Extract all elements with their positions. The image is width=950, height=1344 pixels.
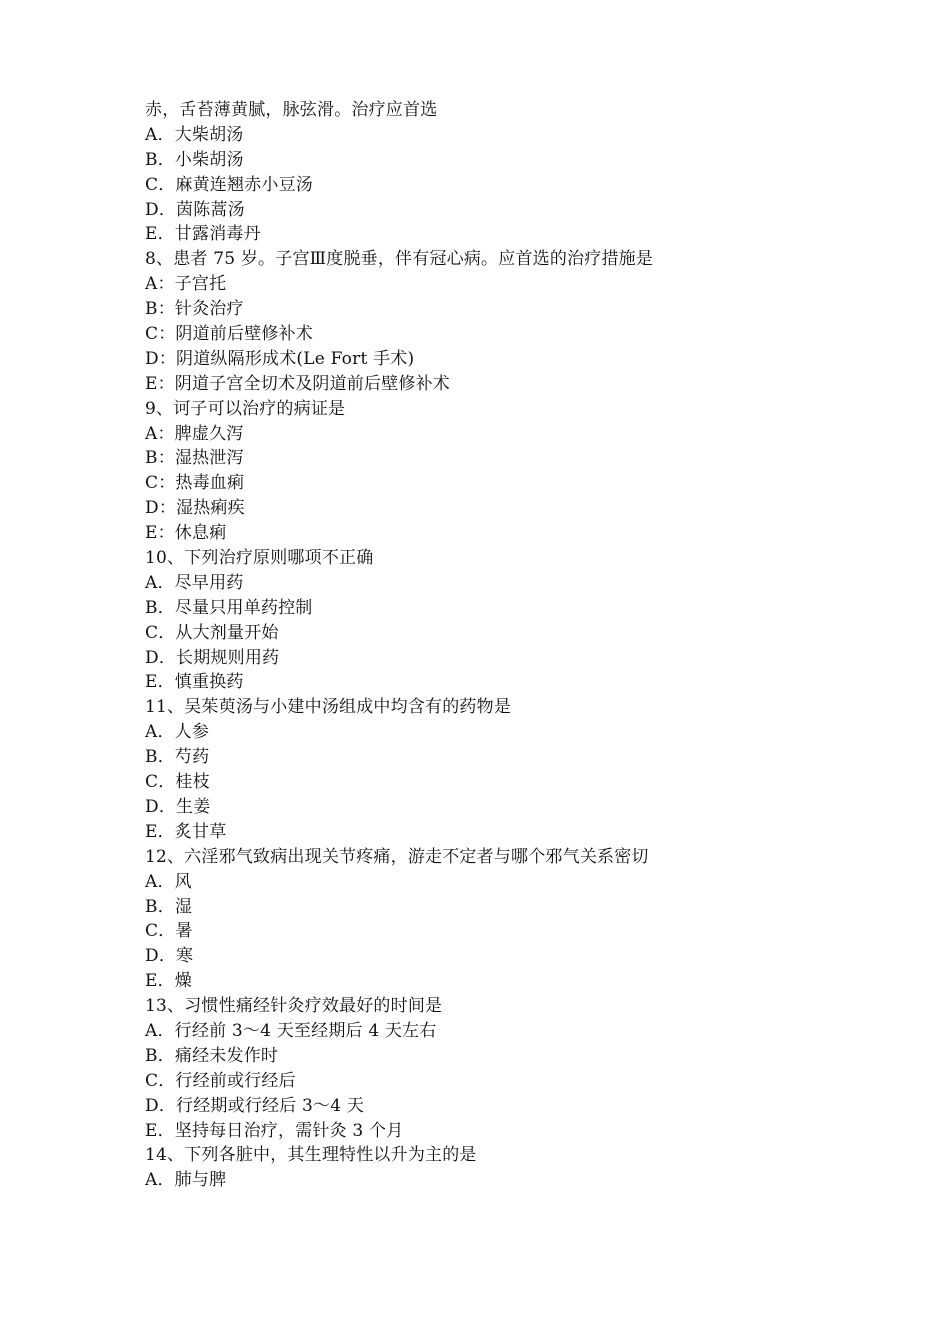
answer-option: B．湿: [145, 896, 193, 917]
question-13: 13、习惯性痛经针灸疗效最好的时间是: [145, 996, 443, 1017]
answer-option: A．行经前 3～4 天至经期后 4 天左右: [145, 1020, 437, 1041]
answer-option: A．人参: [145, 722, 210, 743]
answer-option: E．慎重换药: [145, 672, 244, 693]
answer-option: D：阴道纵隔形成术(Le Fort 手术): [145, 348, 415, 369]
answer-option: D：湿热痢疾: [145, 498, 245, 519]
answer-option: C．暑: [145, 921, 193, 942]
question-8: 8、患者 75 岁。子宫Ⅲ度脱垂，伴有冠心病。应首选的治疗措施是: [145, 249, 654, 270]
answer-option: C．桂枝: [145, 772, 210, 793]
answer-option: D．长期规则用药: [145, 647, 280, 668]
answer-option: C．麻黄连翘赤小豆汤: [145, 174, 314, 195]
answer-option: D．行经期或行经后 3～4 天: [145, 1095, 365, 1116]
answer-option: A：子宫托: [145, 274, 227, 295]
answer-option: D．茵陈蒿汤: [145, 199, 245, 220]
answer-option: E．炙甘草: [145, 821, 227, 842]
question-12: 12、六淫邪气致病出现关节疼痛，游走不定者与哪个邪气关系密切: [145, 846, 649, 867]
answer-option: D．寒: [145, 946, 194, 967]
answer-option: C．从大剂量开始: [145, 622, 279, 643]
answer-option: A．肺与脾: [145, 1170, 227, 1191]
answer-option: A．大柴胡汤: [145, 124, 244, 145]
answer-option: E．坚持每日治疗，需针灸 3 个月: [145, 1120, 404, 1141]
answer-option: B．小柴胡汤: [145, 149, 244, 170]
answer-option: A：脾虚久泻: [145, 423, 244, 444]
answer-option: B．痛经未发作时: [145, 1045, 279, 1066]
answer-option: D．生姜: [145, 796, 211, 817]
question-14: 14、下列各脏中，其生理特性以升为主的是: [145, 1145, 477, 1166]
answer-option: E：阴道子宫全切术及阴道前后壁修补术: [145, 373, 451, 394]
answer-option: C：热毒血痢: [145, 473, 245, 494]
answer-option: A．风: [145, 871, 192, 892]
answer-option: B：湿热泄泻: [145, 448, 244, 469]
answer-option: C．行经前或行经后: [145, 1070, 296, 1091]
answer-option: C：阴道前后壁修补术: [145, 324, 314, 345]
question-9: 9、诃子可以治疗的病证是: [145, 398, 346, 419]
question-10: 10、下列治疗原则哪项不正确: [145, 548, 374, 569]
answer-option: E：休息痢: [145, 523, 227, 544]
document-body: [145, 98, 845, 1193]
text-line: 赤，舌苔薄黄腻，脉弦滑。治疗应首选: [145, 100, 438, 120]
question-11: 11、吴茱萸汤与小建中汤组成中均含有的药物是: [145, 697, 512, 718]
answer-option: E．燥: [145, 971, 193, 992]
answer-option: E．甘露消毒丹: [145, 224, 261, 245]
answer-option: B．芍药: [145, 747, 210, 768]
answer-option: A．尽早用药: [145, 572, 244, 593]
answer-option: B．尽量只用单药控制: [145, 597, 313, 618]
answer-option: B：针灸治疗: [145, 299, 244, 320]
